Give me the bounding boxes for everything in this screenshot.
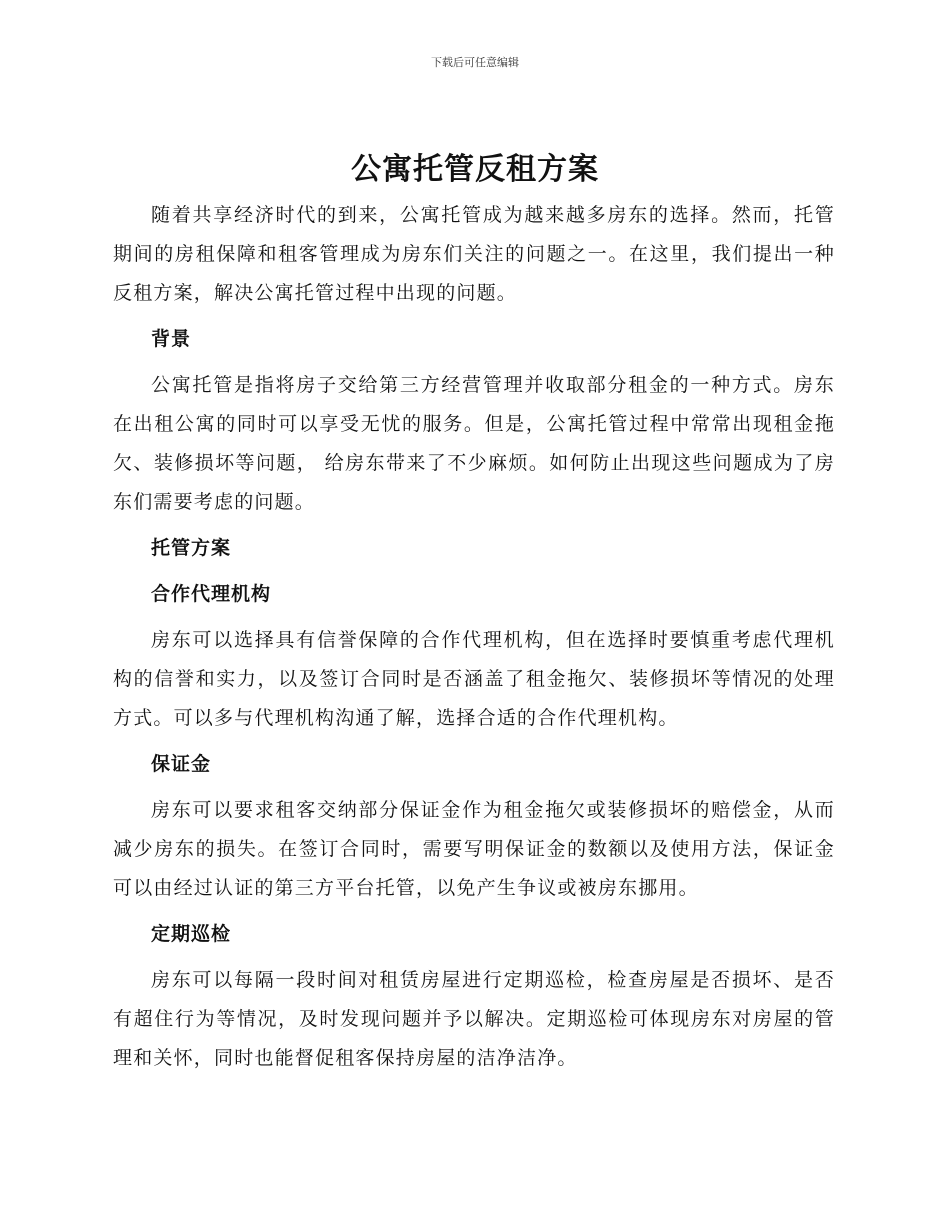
intro-paragraph: 随着共享经济时代的到来，公寓托管成为越来越多房东的选择。然而，托管期间的房租保障和租客管理成为房东们关注的问题之一。在这里，我们提出一种反租方案，解决公寓托管过程中出现的问题。 [113, 204, 835, 304]
section-heading-deposit: 保证金 [151, 753, 212, 775]
header-note: 下载后可任意编辑 [431, 56, 519, 69]
section-heading-plan: 托管方案 [151, 537, 232, 559]
background-paragraph: 公寓托管是指将房子交给第三方经营管理并收取部分租金的一种方式。房东在出租公寓的同时可以享受无忧的服务。但是，公寓托管过程中常常出现租金拖欠、装修损坏等问题， 给房东带来了不少麻烦。如何防止出现这些问题成为了房东们需要考虑的问题。 [113, 374, 835, 513]
deposit-paragraph: 房东可以要求租客交纳部分保证金作为租金拖欠或装修损坏的赔偿金，从而减少房东的损失。在签订合同时，需要写明保证金的数额以及使用方法，保证金可以由经过认证的第三方平台托管，以免产生争议或被房东挪用。 [113, 799, 835, 899]
agency-paragraph: 房东可以选择具有信誉保障的合作代理机构，但在选择时要慎重考虑代理机构的信誉和实力，以及签订合同时是否涵盖了租金拖欠、装修损坏等情况的处理方式。可以多与代理机构沟通了解，选择合适的合作代理机构。 [113, 629, 835, 729]
document-title: 公寓托管反租方案 [351, 152, 599, 187]
document-body [113, 196, 835, 1078]
section-heading-inspection: 定期巡检 [151, 923, 232, 945]
section-heading-background: 背景 [151, 328, 192, 350]
inspection-paragraph: 房东可以每隔一段时间对租赁房屋进行定期巡检，检查房屋是否损坏、是否有超住行为等情况，及时发现问题并予以解决。定期巡检可体现房东对房屋的管理和关怀，同时也能督促租客保持房屋的洁净洁净。 [113, 969, 835, 1069]
section-heading-agency: 合作代理机构 [151, 583, 272, 605]
